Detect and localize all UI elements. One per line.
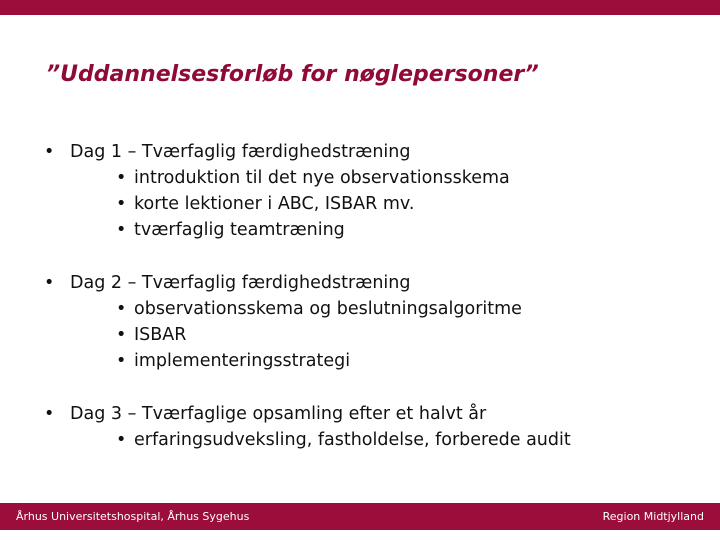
bullet-icon: •	[116, 430, 127, 450]
bullet-icon: •	[44, 273, 55, 293]
bullet-icon: •	[116, 168, 127, 188]
day-1-item-2-text: korte lektioner i ABC, ISBAR mv.	[134, 194, 415, 214]
bullet-icon: •	[116, 220, 127, 240]
footer-right-text: Region Midtjylland	[602, 510, 704, 523]
day-2-item-3	[116, 351, 350, 371]
day-1-heading-text: Dag 1 – Tværfaglig færdighedstræning	[70, 142, 411, 162]
day-2-item-3-text: implementeringsstrategi	[134, 351, 351, 371]
bullet-icon: •	[44, 404, 55, 424]
slide-title: ”Uddannelsesforløb for nøglepersoner”	[46, 62, 539, 87]
day-2-heading-text: Dag 2 – Tværfaglig færdighedstræning	[70, 273, 411, 293]
bullet-icon: •	[116, 351, 127, 371]
footer-bar	[0, 503, 720, 530]
bullet-icon: •	[44, 142, 55, 162]
day-3-item-1	[116, 430, 571, 450]
day-1-item-3-text: tværfaglig teamtræning	[134, 220, 345, 240]
day-1-heading	[44, 142, 410, 162]
day-3-item-1-text: erfaringsudveksling, fastholdelse, forberede audit	[134, 430, 571, 450]
day-2-heading	[44, 273, 410, 293]
day-3-heading-text: Dag 3 – Tværfaglige opsamling efter et halvt år	[70, 404, 487, 424]
day-1-item-1	[116, 168, 510, 188]
day-2-item-2	[116, 325, 186, 345]
footer-left-text: Århus Universitetshospital, Århus Sygehus	[16, 510, 250, 523]
day-1-item-2	[116, 194, 414, 214]
day-2-item-2-text: ISBAR	[134, 325, 187, 345]
day-1-item-1-text: introduktion til det nye observationsskema	[134, 168, 510, 188]
bullet-icon: •	[116, 325, 127, 345]
bullet-icon: •	[116, 299, 127, 319]
day-3-heading	[44, 404, 486, 424]
day-2-item-1-text: observationsskema og beslutningsalgoritme	[134, 299, 522, 319]
bullet-icon: •	[116, 194, 127, 214]
day-1-item-3	[116, 220, 345, 240]
top-accent-bar	[0, 0, 720, 15]
day-2-item-1	[116, 299, 522, 319]
